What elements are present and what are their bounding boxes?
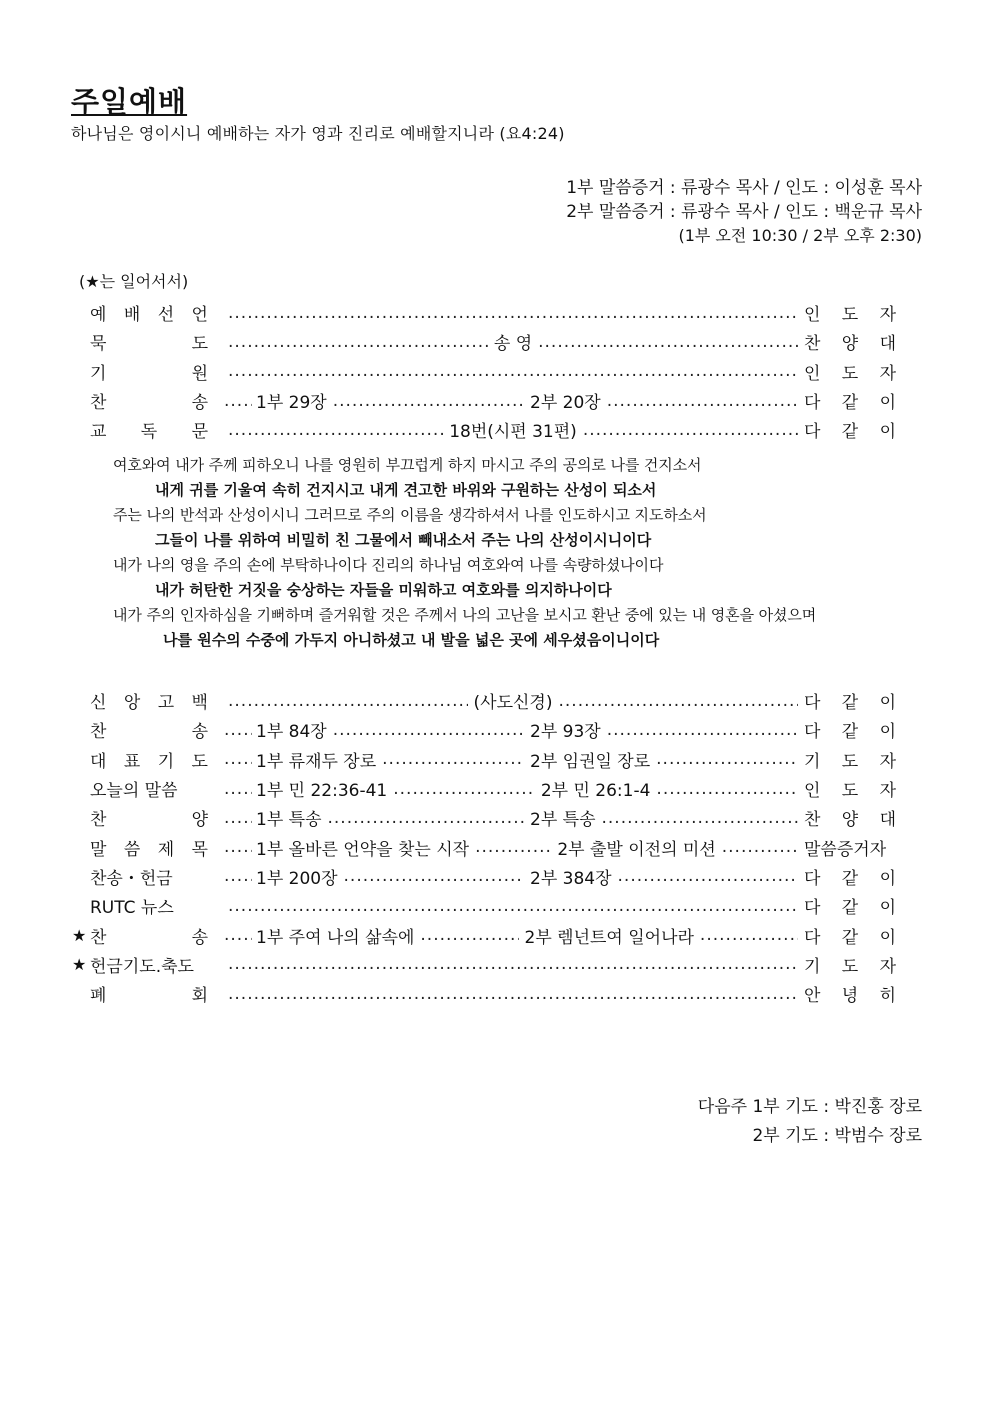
scripture-verse: 하나님은 영이시니 예배하는 자가 영과 진리로 예배할지니라 (요4:24) (71, 124, 565, 143)
detail-part-2: 2부 민 26:1-4 (540, 781, 651, 802)
role-char: 같 (841, 722, 859, 743)
role-char: 히 (879, 986, 896, 1007)
order-item-label (86, 776, 208, 801)
order-item-detail (222, 717, 804, 742)
order-item-label (86, 893, 208, 918)
label-char: 회 (191, 986, 208, 1007)
preacher-line-2: 2부 말씀증거 : 류광수 목사 / 인도 : 백운규 목사 (566, 202, 922, 222)
label-char: 찬 (90, 927, 107, 948)
dot-leader (333, 391, 524, 411)
label-char: 백 (191, 693, 208, 714)
dot-leader (393, 779, 535, 799)
order-row (72, 920, 896, 949)
order-row (72, 357, 896, 386)
role-char: 이 (879, 927, 896, 948)
reading-people-line: 내게 귀를 기울여 속히 건지시고 내게 견고한 바위와 구원하는 산성이 되소서 (155, 481, 657, 499)
dot-leader (333, 720, 524, 740)
order-row (72, 891, 896, 920)
dot-leader (475, 837, 551, 857)
detail-part-1: 1부 주여 나의 삶속에 (256, 927, 415, 948)
detail-part-2: 2부 93장 (530, 722, 601, 743)
order-row (72, 745, 896, 774)
role-char: 인 (804, 305, 821, 326)
role-char: 자 (879, 956, 896, 977)
role-char: 다 (804, 898, 821, 919)
role-char: 녕 (841, 986, 859, 1007)
order-item-role (804, 717, 896, 742)
detail-part-2: 2부 렘넌트여 일어나라 (524, 927, 694, 948)
dot-leader (224, 391, 252, 411)
label-char: 문 (191, 422, 208, 443)
order-item-label (86, 300, 208, 325)
detail-part-1: 1부 29장 (256, 393, 327, 414)
label-char: 찬 (90, 810, 107, 831)
detail-part-1: 1부 84장 (256, 722, 327, 743)
reading-people-line: 나를 원수의 수중에 가두지 아니하셨고 내 발을 넓은 곳에 세우셨음이니이다 (163, 631, 660, 649)
label-char: 송 (191, 393, 208, 414)
reading-leader-line: 내가 주의 인자하심을 기뻐하며 즐거워할 것은 주께서 나의 고난을 보시고 환난 중에 있는 내 영혼을 아셨으며 (113, 606, 817, 624)
order-row (72, 774, 896, 803)
order-item-label (86, 747, 208, 772)
role-char: 다 (804, 393, 821, 414)
label-char: 고 (157, 693, 175, 714)
detail-part-2: 2부 출발 이전의 미션 (557, 839, 716, 860)
dot-leader (228, 420, 443, 440)
order-item-detail (222, 361, 804, 381)
order-row (72, 715, 896, 744)
order-item-role (804, 688, 896, 713)
detail-part-2: 2부 20장 (530, 393, 601, 414)
label-char: 찬 (90, 722, 107, 743)
order-item-role (804, 329, 896, 354)
label-char: 신 (90, 693, 107, 714)
role-char: 기 (804, 956, 821, 977)
role-char: 같 (841, 898, 859, 919)
reading-leader-line: 내가 나의 영을 주의 손에 부탁하나이다 진리의 하나님 여호와여 나를 속량하셨나이다 (113, 556, 664, 574)
label-char: 말 (90, 839, 107, 860)
role-char: 인 (804, 363, 821, 384)
role-char: 안 (804, 986, 821, 1007)
label-char: 도 (191, 334, 208, 355)
order-row (72, 803, 896, 832)
role-char: 이 (879, 693, 896, 714)
dot-leader (224, 749, 252, 769)
order-item-role (804, 805, 896, 830)
role-char: 양 (841, 334, 859, 355)
role-char: 도 (841, 956, 859, 977)
order-row (72, 950, 896, 979)
order-row (72, 415, 896, 444)
role-char: 자 (879, 363, 896, 384)
order-item-label (86, 923, 208, 948)
order-item-detail (222, 805, 804, 830)
label-char: 교 (90, 422, 107, 443)
order-item-detail (222, 954, 804, 974)
reading-people-line: 그들이 나를 위하여 비밀히 친 그물에서 빼내소서 주는 나의 산성이시니이다 (155, 531, 652, 549)
detail-part-1: 1부 류재두 장로 (256, 751, 377, 772)
order-item-label (86, 329, 208, 354)
reading-people-line: 내가 허탄한 거짓을 숭상하는 자들을 미워하고 여호와를 의지하나이다 (155, 581, 612, 599)
dot-leader (722, 837, 798, 857)
order-of-service-bottom (72, 686, 896, 1008)
label-char: 언 (191, 305, 208, 326)
role-char: 같 (841, 868, 859, 889)
label-char: 기 (157, 751, 175, 772)
dot-leader (228, 332, 488, 352)
dot-leader (224, 925, 252, 945)
dot-leader (618, 866, 798, 886)
dot-leader (228, 984, 798, 1004)
order-row (72, 386, 896, 415)
detail-part-1: 1부 올바른 언약을 찾는 시작 (256, 839, 470, 860)
label-char: 원 (191, 363, 208, 384)
role-char: 같 (841, 422, 859, 443)
dot-leader (228, 896, 798, 916)
label-char: 송 (191, 722, 208, 743)
role-char: 자 (879, 751, 896, 772)
dot-leader (228, 303, 798, 323)
service-times: (1부 오전 10:30 / 2부 오후 2:30) (678, 226, 922, 245)
dot-leader (228, 361, 798, 381)
preacher-line-1: 1부 말씀증거 : 류광수 목사 / 인도 : 이성훈 목사 (566, 178, 922, 198)
dot-leader (420, 925, 518, 945)
label-char: 대 (90, 751, 107, 772)
dot-leader (656, 779, 798, 799)
label-char: 송 (191, 927, 208, 948)
label-char: 표 (123, 751, 141, 772)
order-of-service-top (72, 298, 896, 444)
label-char: 찬송・헌금 (90, 868, 173, 889)
role-char: 도 (841, 305, 859, 326)
order-item-role (804, 747, 896, 772)
dot-leader (538, 332, 798, 352)
order-item-role (804, 893, 896, 918)
order-item-role (804, 835, 896, 860)
role-char: 인 (804, 781, 821, 802)
order-item-role (804, 359, 896, 384)
label-char: 찬 (90, 393, 107, 414)
role-char: 이 (879, 898, 896, 919)
role-char: 이 (879, 422, 896, 443)
dot-leader (607, 391, 798, 411)
order-item-role (804, 981, 896, 1006)
detail-part-2: 2부 특송 (530, 810, 596, 831)
role-char: 이 (879, 868, 896, 889)
dot-leader (224, 837, 252, 857)
order-item-detail (222, 747, 804, 772)
role-char: 다 (804, 722, 821, 743)
standing-star: ★ (72, 925, 87, 945)
order-item-label (86, 952, 208, 977)
label-char: 배 (123, 305, 141, 326)
order-item-detail (222, 303, 804, 323)
dot-leader (607, 720, 798, 740)
order-item-label (86, 864, 208, 889)
order-item-detail (222, 688, 804, 713)
order-item-detail (222, 388, 804, 413)
responsive-reading (113, 453, 903, 653)
order-item-role (804, 417, 896, 442)
next-week-line-2: 2부 기도 : 박범수 장로 (752, 1126, 922, 1146)
dot-leader (224, 720, 252, 740)
role-char: 다 (804, 693, 821, 714)
role-char: 이 (879, 393, 896, 414)
label-char: 씀 (123, 839, 141, 860)
order-item-role (804, 952, 896, 977)
role-char: 같 (841, 693, 859, 714)
label-char: 앙 (123, 693, 141, 714)
order-item-label (86, 717, 208, 742)
dot-leader (602, 808, 799, 828)
role-char: 이 (879, 722, 896, 743)
detail-text: 송 영 (493, 334, 533, 355)
dot-leader (224, 808, 252, 828)
order-item-label (86, 981, 208, 1006)
order-item-role (804, 776, 896, 801)
dot-leader (700, 925, 798, 945)
role-char: 도 (841, 751, 859, 772)
role-char: 대 (879, 334, 896, 355)
role-char: 다 (804, 422, 821, 443)
reading-leader-line: 여호와여 내가 주께 피하오니 나를 영원히 부끄럽게 하지 마시고 주의 공의로 나를 건지소서 (113, 456, 702, 474)
order-item-label (86, 835, 208, 860)
detail-text: (사도신경) (473, 693, 553, 714)
role-char: 같 (841, 393, 859, 414)
label-char: 폐 (90, 986, 107, 1007)
dot-leader (656, 749, 798, 769)
label-char: 예 (90, 305, 107, 326)
detail-part-2: 2부 384장 (530, 868, 612, 889)
order-item-label (86, 417, 208, 442)
next-week-prayer (698, 1093, 922, 1151)
label-char: 오늘의 말씀 (90, 781, 178, 802)
detail-part-2: 2부 임권일 장로 (530, 751, 651, 772)
role-char: 양 (841, 810, 859, 831)
order-item-role (804, 923, 896, 948)
order-item-role (804, 864, 896, 889)
detail-part-1: 1부 200장 (256, 868, 338, 889)
order-item-role (804, 300, 896, 325)
role-char: 도 (841, 781, 859, 802)
standing-note: (★는 일어서서) (79, 272, 189, 291)
label-char: 독 (140, 422, 158, 443)
role-char: 기 (804, 751, 821, 772)
label-char: 헌금기도.축도 (90, 956, 194, 977)
next-week-line-1: 다음주 1부 기도 : 박진홍 장로 (697, 1097, 922, 1117)
role-char: 다 (804, 868, 821, 889)
label-char: RUTC 뉴스 (90, 898, 174, 919)
dot-leader (558, 691, 798, 711)
dot-leader (583, 420, 798, 440)
dot-leader (328, 808, 525, 828)
label-char: 제 (157, 839, 175, 860)
role-char: 찬 (804, 334, 821, 355)
order-item-detail (222, 417, 804, 442)
order-item-role (804, 388, 896, 413)
order-item-label (86, 359, 208, 384)
order-item-detail (222, 896, 804, 916)
label-char: 도 (191, 751, 208, 772)
reading-leader-line: 주는 나의 반석과 산성이시니 그러므로 주의 이름을 생각하셔서 나를 인도하시고 지도하소서 (113, 506, 707, 524)
role-char: 도 (841, 363, 859, 384)
role-char: 자 (879, 781, 896, 802)
dot-leader (228, 691, 468, 711)
order-item-label (86, 688, 208, 713)
role-char: 다 (804, 927, 821, 948)
label-char: 묵 (90, 334, 107, 355)
order-item-detail (222, 835, 804, 860)
order-row (72, 979, 896, 1008)
order-row (72, 832, 896, 861)
order-row (72, 686, 896, 715)
role-char: 대 (879, 810, 896, 831)
role-char: 같 (841, 927, 859, 948)
preacher-info (566, 176, 922, 248)
dot-leader (382, 749, 524, 769)
order-item-detail (222, 923, 804, 948)
standing-star: ★ (72, 954, 87, 974)
order-item-label (86, 388, 208, 413)
order-item-label (86, 805, 208, 830)
order-row (72, 327, 896, 356)
role-char: 자 (879, 305, 896, 326)
role-char: 말씀증거자 (804, 839, 887, 860)
role-char: 찬 (804, 810, 821, 831)
dot-leader (344, 866, 524, 886)
label-char: 기 (90, 363, 107, 384)
detail-part-1: 1부 특송 (256, 810, 322, 831)
page-title: 주일예배 (71, 85, 188, 119)
dot-leader (224, 866, 252, 886)
order-item-detail (222, 864, 804, 889)
label-char: 양 (191, 810, 208, 831)
detail-text: 18번(시편 31편) (449, 422, 577, 443)
label-char: 목 (191, 839, 208, 860)
detail-part-1: 1부 민 22:36-41 (256, 781, 388, 802)
label-char: 선 (157, 305, 175, 326)
dot-leader (228, 954, 798, 974)
order-row (72, 298, 896, 327)
order-item-detail (222, 984, 804, 1004)
order-item-detail (222, 329, 804, 354)
dot-leader (224, 779, 252, 799)
order-item-detail (222, 776, 804, 801)
order-row (72, 862, 896, 891)
